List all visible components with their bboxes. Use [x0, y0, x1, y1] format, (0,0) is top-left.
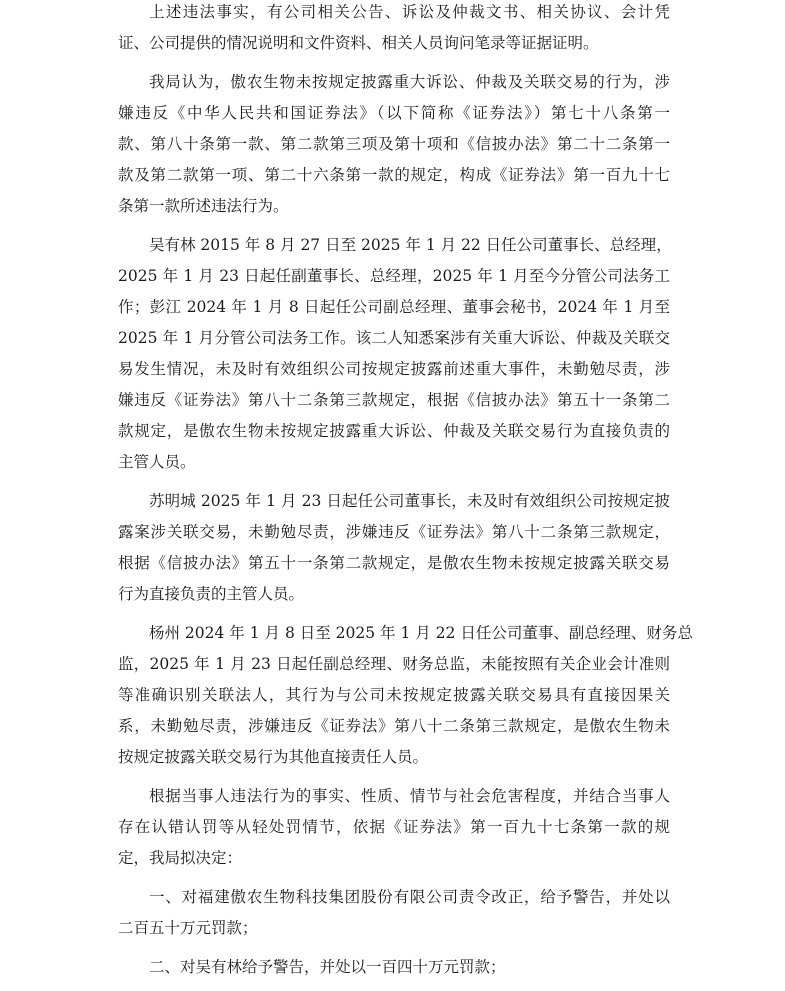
text-line: 根据当事人违法行为的事实、性质、情节与社会危害程度，并结合当事人	[149, 787, 670, 805]
text-line: 款及第二款第一项、第二十六条第一款的规定，构成《证券法》第一百九十七	[118, 166, 670, 184]
text-line: 露案涉关联交易，未勤勉尽责，涉嫌违反《证券法》第八十二条第三款规定，	[118, 523, 670, 541]
paragraph-decision-item-1	[118, 882, 670, 944]
text-line: 等准确识别关联法人，其行为与公司未按规定披露关联交易具有直接因果关	[118, 686, 670, 704]
text-line: 按规定披露关联交易行为其他直接责任人员。	[118, 748, 429, 766]
text-line: 上述违法事实，有公司相关公告、诉讼及仲裁文书、相关协议、会计凭	[149, 3, 670, 21]
document-body	[118, 0, 693, 991]
paragraph-wu-youlin	[118, 230, 670, 478]
text-line: 吴有林 2015 年 8 月 27 日至 2025 年 1 月 22 日任公司董事长、总经理，	[149, 236, 672, 254]
text-line: 款规定，是傲农生物未按规定披露重大诉讼、仲裁及关联交易行为直接负责的	[118, 422, 670, 440]
paragraph-decision-basis	[118, 781, 670, 874]
text-line: 定，我局拟决定：	[118, 849, 243, 867]
text-line: 我局认为，傲农生物未按规定披露重大诉讼、仲裁及关联交易的行为，涉	[149, 73, 670, 91]
text-line: 存在认错认罚等从轻处罚情节，依据《证券法》第一百九十七条第一款的规	[118, 818, 670, 836]
text-line: 款、第八十条第一款、第二款第三项及第十项和《信披办法》第二十二条第一	[118, 135, 670, 153]
text-line: 行为直接负责的主管人员。	[118, 585, 305, 603]
text-line: 苏明城 2025 年 1 月 23 日起任公司董事长，未及时有效组织公司按规定披	[149, 492, 670, 510]
text-line: 作；彭江 2024 年 1 月 8 日起任公司副总经理、董事会秘书，2024 年 1 月至	[118, 298, 670, 316]
text-line: 2025 年 1 月 23 日起任副董事长、总经理，2025 年 1 月至今分管公司法务工	[118, 267, 670, 285]
paragraph-yang-zhou	[118, 618, 693, 773]
text-line: 杨州 2024 年 1 月 8 日至 2025 年 1 月 22 日任公司董事、副总经理、财务总	[149, 624, 693, 642]
paragraph-su-mingcheng	[118, 486, 670, 610]
text-line: 监，2025 年 1 月 23 日起任副总经理、财务总监，未能按照有关企业会计准则	[118, 655, 670, 673]
text-line: 系，未勤勉尽责，涉嫌违反《证券法》第八十二条第三款规定，是傲农生物未	[118, 717, 670, 735]
text-line: 2025 年 1 月分管公司法务工作。该二人知悉案涉有关重大诉讼、仲裁及关联交	[118, 329, 670, 347]
text-line: 证、公司提供的情况说明和文件资料、相关人员询问笔录等证据证明。	[118, 34, 599, 52]
paragraph-evidence	[118, 0, 670, 59]
paragraph-bureau-finding	[118, 67, 670, 222]
text-line: 易发生情况，未及时有效组织公司按规定披露前述重大事件，未勤勉尽责，涉	[118, 360, 670, 378]
text-line: 嫌违反《证券法》第八十二条第三款规定，根据《信披办法》第五十一条第二	[118, 391, 670, 409]
text-line: 嫌违反《中华人民共和国证券法》（以下简称《证券法》）第七十八条第一	[118, 104, 670, 122]
paragraph-decision-item-2	[118, 952, 670, 983]
text-line: 条第一款所述违法行为。	[118, 197, 289, 215]
text-line: 二百五十万元罚款；	[118, 919, 258, 937]
text-line: 一、对福建傲农生物科技集团股份有限公司责令改正，给予警告，并处以	[149, 888, 670, 906]
text-line: 二、对吴有林给予警告，并处以一百四十万元罚款；	[149, 958, 506, 976]
text-line: 主管人员。	[118, 453, 196, 471]
text-line: 根据《信披办法》第五十一条第二款规定，是傲农生物未按规定披露关联交易	[118, 554, 670, 572]
